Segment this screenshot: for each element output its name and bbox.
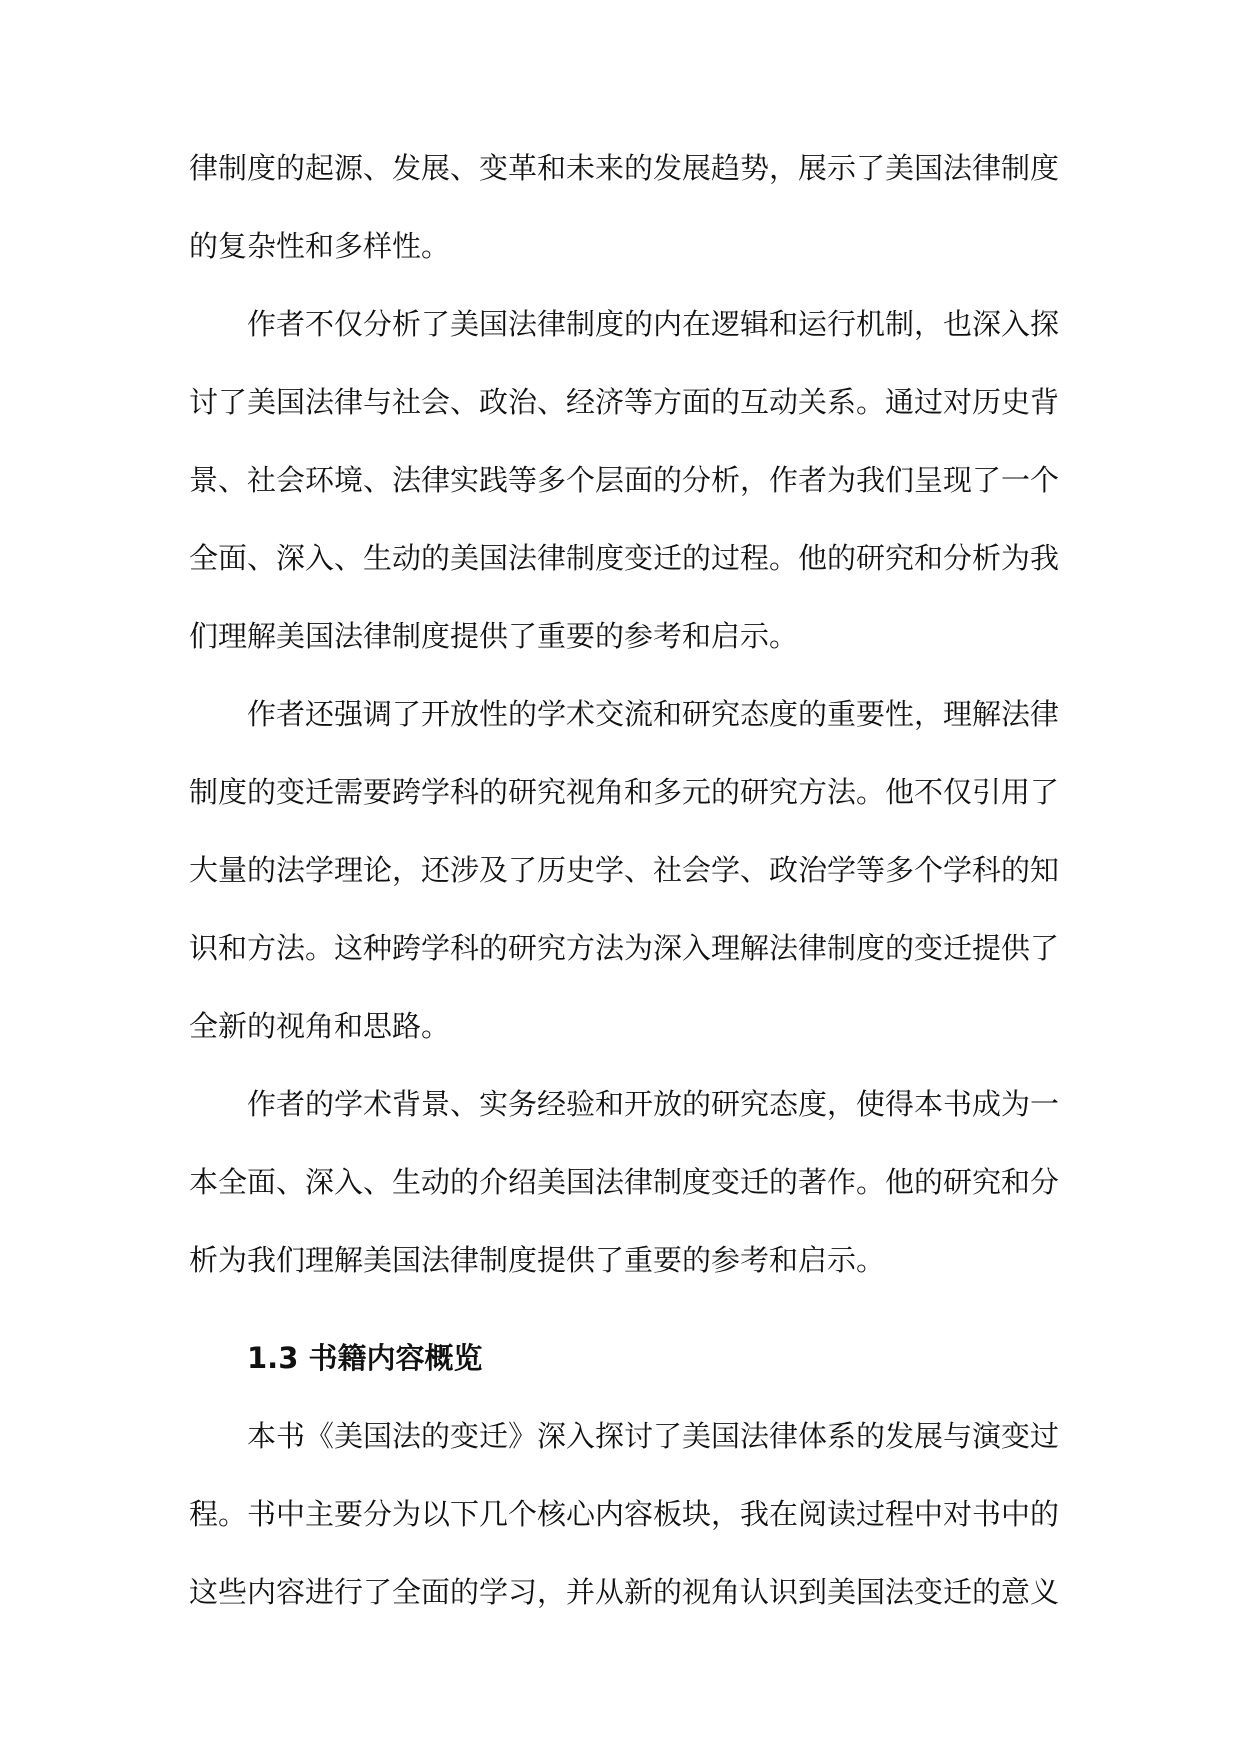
section-heading: 1.3 书籍内容概览 xyxy=(247,1341,483,1375)
text-line: 全面、深入、生动的美国法律制度变迁的过程。他的研究和分析为我 xyxy=(189,541,1059,575)
text-line: 这些内容进行了全面的学习，并从新的视角认识到美国法变迁的意义 xyxy=(189,1575,1059,1609)
text-line: 全新的视角和思路。 xyxy=(189,1009,451,1043)
text-line: 识和方法。这种跨学科的研究方法为深入理解法律制度的变迁提供了 xyxy=(189,931,1059,965)
text-line: 律制度的起源、发展、变革和未来的发展趋势，展示了美国法律制度 xyxy=(189,151,1059,185)
text-line: 讨了美国法律与社会、政治、经济等方面的互动关系。通过对历史背 xyxy=(189,385,1059,419)
text-line: 制度的变迁需要跨学科的研究视角和多元的研究方法。他不仅引用了 xyxy=(189,775,1059,809)
text-line: 的复杂性和多样性。 xyxy=(189,229,451,263)
text-line: 本全面、深入、生动的介绍美国法律制度变迁的著作。他的研究和分 xyxy=(189,1165,1059,1199)
paragraph-first-line: 作者不仅分析了美国法律制度的内在逻辑和运行机制，也深入探 xyxy=(247,307,1059,341)
text-line: 析为我们理解美国法律制度提供了重要的参考和启示。 xyxy=(189,1243,886,1277)
text-line: 程。书中主要分为以下几个核心内容板块，我在阅读过程中对书中的 xyxy=(189,1497,1059,1531)
text-line: 们理解美国法律制度提供了重要的参考和启示。 xyxy=(189,619,799,653)
paragraph-first-line: 本书《美国法的变迁》深入探讨了美国法律体系的发展与演变过 xyxy=(247,1419,1059,1453)
paragraph-first-line: 作者还强调了开放性的学术交流和研究态度的重要性，理解法律 xyxy=(247,697,1059,731)
text-line: 大量的法学理论，还涉及了历史学、社会学、政治学等多个学科的知 xyxy=(189,853,1059,887)
paragraph-first-line: 作者的学术背景、实务经验和开放的研究态度，使得本书成为一 xyxy=(247,1087,1059,1121)
text-line: 景、社会环境、法律实践等多个层面的分析，作者为我们呈现了一个 xyxy=(189,463,1059,497)
